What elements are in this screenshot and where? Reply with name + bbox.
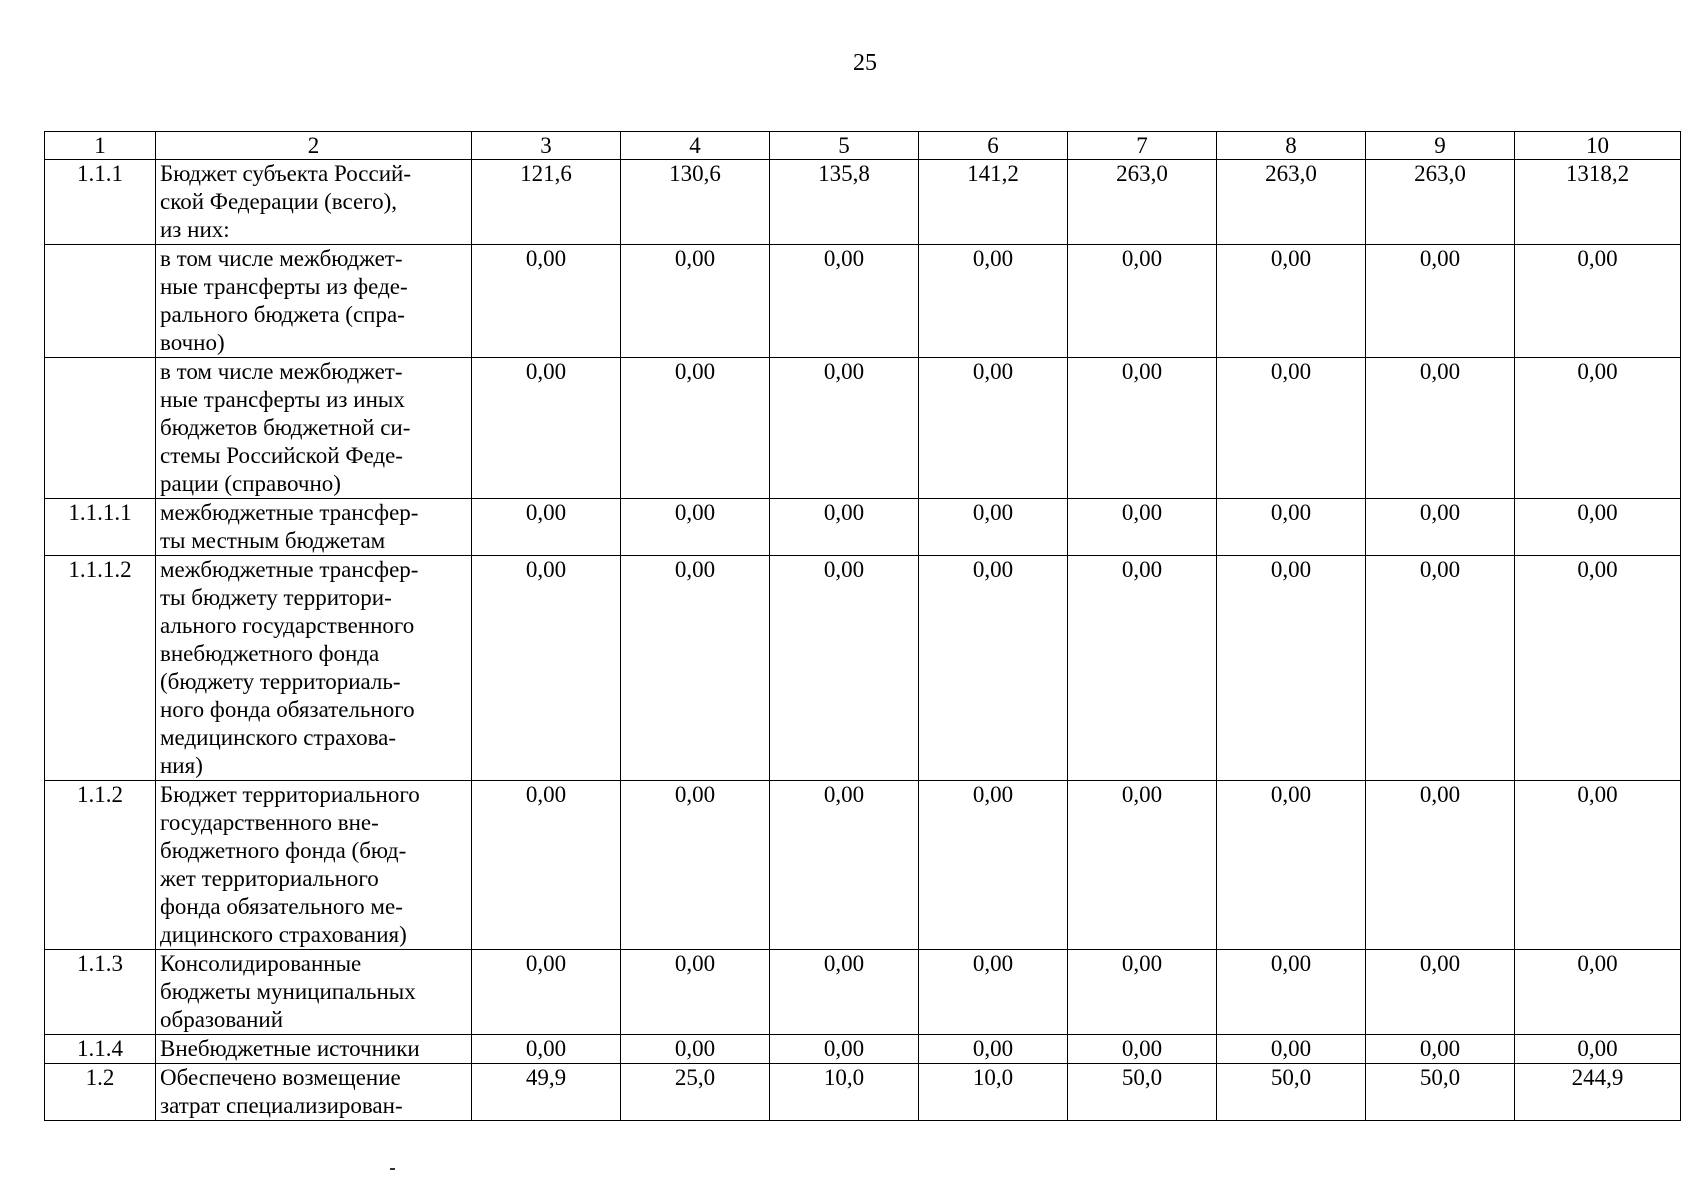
row-code: 1.1.1.2 <box>45 556 156 781</box>
row-value: 0,00 <box>1515 556 1681 781</box>
row-value: 25,0 <box>621 1064 770 1121</box>
row-code: 1.2 <box>45 1064 156 1121</box>
column-header-8: 8 <box>1217 132 1366 160</box>
row-value: 49,9 <box>472 1064 621 1121</box>
row-value: 0,00 <box>770 499 919 556</box>
row-code: 1.1.1.1 <box>45 499 156 556</box>
column-header-10: 10 <box>1515 132 1681 160</box>
row-value: 0,00 <box>919 358 1068 499</box>
row-value: 0,00 <box>621 556 770 781</box>
row-value: 0,00 <box>1515 781 1681 950</box>
table-row <box>45 160 1681 245</box>
row-name: межбюджетные трансфер- ты местным бюджетам <box>156 499 472 556</box>
row-value: 0,00 <box>1366 556 1515 781</box>
row-value: 0,00 <box>1068 556 1217 781</box>
row-value: 0,00 <box>621 781 770 950</box>
row-value: 0,00 <box>621 245 770 358</box>
row-value: 0,00 <box>621 1035 770 1064</box>
row-value: 0,00 <box>1068 950 1217 1035</box>
row-name: межбюджетные трансфер- ты бюджету территори- ального государственного внебюджетного фонда (бюджету территориаль- ного фонда обязательного медицинского страхова- ния) <box>156 556 472 781</box>
row-code: 1.1.4 <box>45 1035 156 1064</box>
column-header-5: 5 <box>770 132 919 160</box>
row-name: Бюджет субъекта Россий- ской Федерации (всего), из них: <box>156 160 472 245</box>
table-row <box>45 781 1681 950</box>
table-row <box>45 556 1681 781</box>
row-name: Бюджет территориального государственного вне- бюджетного фонда (бюд- жет территориального фонда обязательного ме- дицинского страхования) <box>156 781 472 950</box>
row-value: 0,00 <box>1068 358 1217 499</box>
column-header-9: 9 <box>1366 132 1515 160</box>
row-value: 0,00 <box>472 499 621 556</box>
row-name: в том числе межбюджет- ные трансферты из иных бюджетов бюджетной си- стемы Российской Феде- рации (справочно) <box>156 358 472 499</box>
row-value: 0,00 <box>472 358 621 499</box>
row-value: 0,00 <box>770 1035 919 1064</box>
table-body <box>45 160 1681 1121</box>
row-name: Внебюджетные источники <box>156 1035 472 1064</box>
row-value: 0,00 <box>770 358 919 499</box>
column-header-2: 2 <box>156 132 472 160</box>
row-value: 244,9 <box>1515 1064 1681 1121</box>
row-value: 0,00 <box>1217 245 1366 358</box>
row-value: 0,00 <box>919 499 1068 556</box>
row-value: 0,00 <box>770 781 919 950</box>
row-value: 50,0 <box>1217 1064 1366 1121</box>
table-row <box>45 245 1681 358</box>
row-value: 0,00 <box>621 950 770 1035</box>
row-value: 0,00 <box>919 245 1068 358</box>
row-value: 0,00 <box>1217 556 1366 781</box>
row-value: 0,00 <box>1366 1035 1515 1064</box>
row-value: 0,00 <box>1068 499 1217 556</box>
row-value: 0,00 <box>1366 950 1515 1035</box>
row-value: 0,00 <box>919 950 1068 1035</box>
row-value: 263,0 <box>1217 160 1366 245</box>
table-row <box>45 499 1681 556</box>
row-code: 1.1.3 <box>45 950 156 1035</box>
row-value: 0,00 <box>1515 499 1681 556</box>
table-row <box>45 950 1681 1035</box>
row-value: 0,00 <box>472 950 621 1035</box>
table-row <box>45 1035 1681 1064</box>
table-row <box>45 358 1681 499</box>
column-header-3: 3 <box>472 132 621 160</box>
row-code: 1.1.2 <box>45 781 156 950</box>
row-value: 0,00 <box>1366 499 1515 556</box>
column-header-6: 6 <box>919 132 1068 160</box>
row-value: 0,00 <box>919 781 1068 950</box>
row-value: 263,0 <box>1366 160 1515 245</box>
row-value: 0,00 <box>1217 358 1366 499</box>
row-value: 121,6 <box>472 160 621 245</box>
row-value: 0,00 <box>1068 245 1217 358</box>
row-value: 50,0 <box>1366 1064 1515 1121</box>
column-header-1: 1 <box>45 132 156 160</box>
table-row <box>45 1064 1681 1121</box>
row-value: 50,0 <box>1068 1064 1217 1121</box>
row-value: 0,00 <box>1217 499 1366 556</box>
row-value: 0,00 <box>1515 245 1681 358</box>
row-value: 135,8 <box>770 160 919 245</box>
row-value: 0,00 <box>1217 781 1366 950</box>
row-name: Консолидированные бюджеты муниципальных образований <box>156 950 472 1035</box>
row-value: 10,0 <box>770 1064 919 1121</box>
row-value: 0,00 <box>770 950 919 1035</box>
column-header-7: 7 <box>1068 132 1217 160</box>
row-value: 0,00 <box>1366 781 1515 950</box>
budget-table <box>44 131 1681 1121</box>
row-code: 1.1.1 <box>45 160 156 245</box>
header-row <box>45 132 1681 160</box>
row-value: 0,00 <box>1068 781 1217 950</box>
page-number: 25 <box>853 50 877 76</box>
row-value: 0,00 <box>472 1035 621 1064</box>
row-value: 0,00 <box>1515 950 1681 1035</box>
row-value: 141,2 <box>919 160 1068 245</box>
row-value: 0,00 <box>1068 1035 1217 1064</box>
row-value: 0,00 <box>919 556 1068 781</box>
row-value: 0,00 <box>919 1035 1068 1064</box>
row-value: 0,00 <box>621 499 770 556</box>
row-value: 10,0 <box>919 1064 1068 1121</box>
row-value: 0,00 <box>1217 950 1366 1035</box>
row-code <box>45 245 156 358</box>
row-value: 0,00 <box>1515 358 1681 499</box>
row-value: 0,00 <box>1515 1035 1681 1064</box>
row-value: 0,00 <box>1366 245 1515 358</box>
row-code <box>45 358 156 499</box>
row-value: 0,00 <box>621 358 770 499</box>
row-value: 263,0 <box>1068 160 1217 245</box>
row-value: 0,00 <box>770 556 919 781</box>
row-value: 0,00 <box>472 556 621 781</box>
row-value: 0,00 <box>472 781 621 950</box>
row-name: в том числе межбюджет- ные трансферты из феде- рального бюджета (спра- вочно) <box>156 245 472 358</box>
stray-mark <box>390 1168 395 1170</box>
row-value: 130,6 <box>621 160 770 245</box>
row-value: 0,00 <box>1217 1035 1366 1064</box>
row-name: Обеспечено возмещение затрат специализирован- <box>156 1064 472 1121</box>
row-value: 0,00 <box>1366 358 1515 499</box>
row-value: 0,00 <box>472 245 621 358</box>
column-header-4: 4 <box>621 132 770 160</box>
row-value: 1318,2 <box>1515 160 1681 245</box>
row-value: 0,00 <box>770 245 919 358</box>
